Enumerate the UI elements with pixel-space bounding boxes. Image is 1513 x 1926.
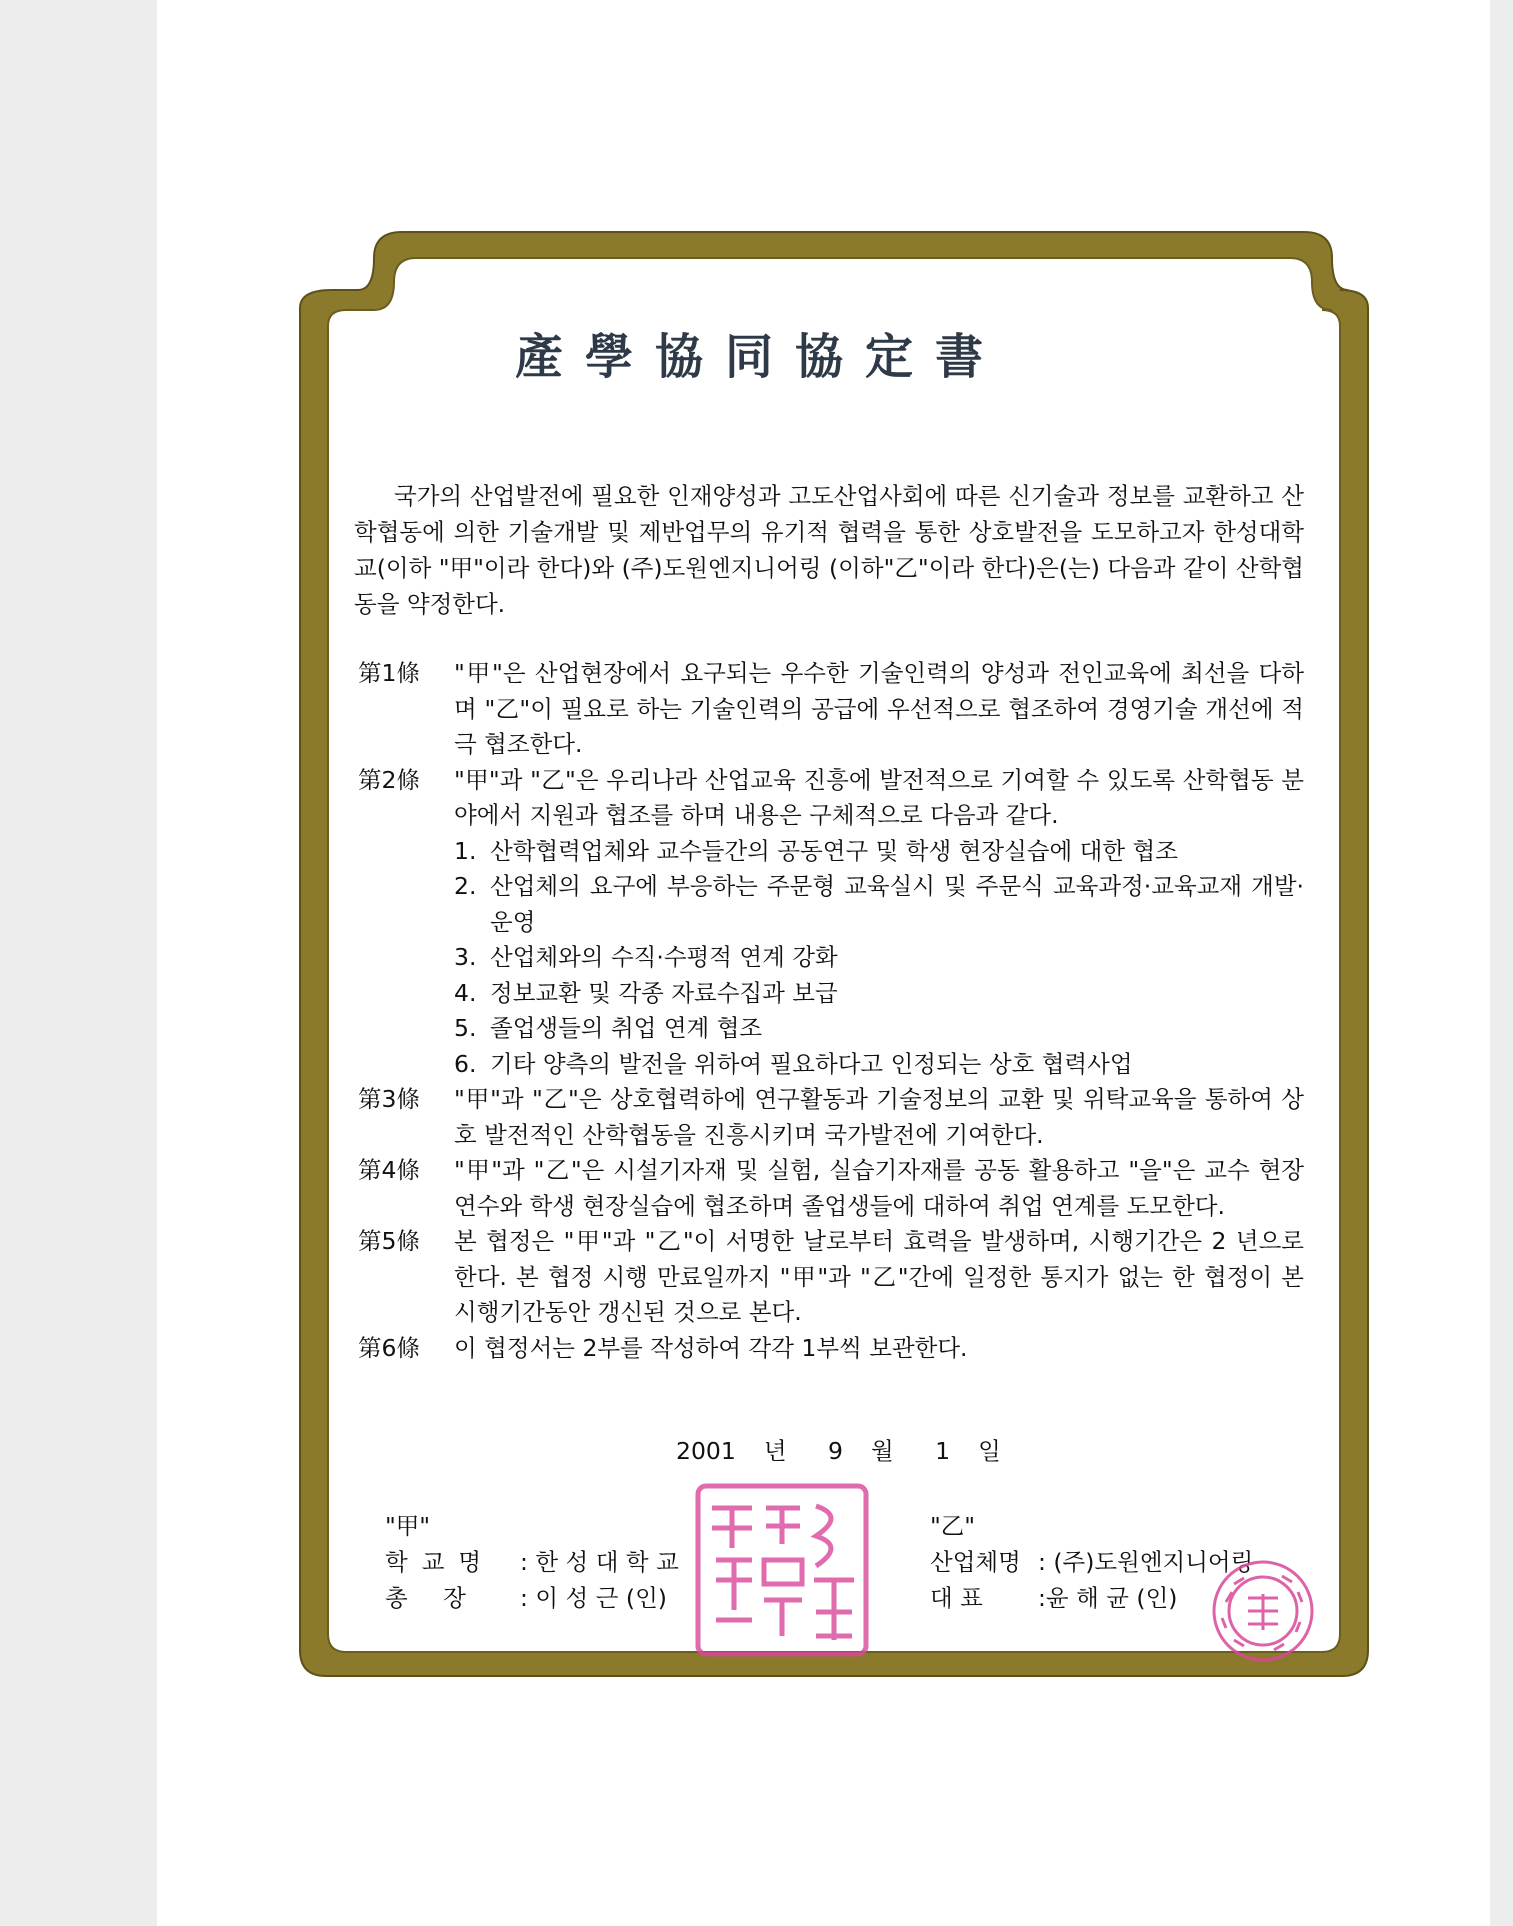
item-number: 1. [454, 836, 477, 865]
company-value: : (주)도원엔지니어링 [1038, 1548, 1254, 1576]
party-a-mark: "甲" [385, 1512, 431, 1540]
article-number: 第4條 [358, 1156, 420, 1184]
date-month: 9 [828, 1437, 843, 1465]
party-b-mark: "乙" [930, 1512, 976, 1540]
item-number: 5. [454, 1014, 477, 1042]
article-text: "甲"과 "乙"은 시설기자재 및 실험, 실습기자재를 공동 활용하고 "을"은 교수 현장연수와 학생 현장실습에 협조하며 졸업생들에 대하여 취업 연계를 도모한다. [454, 1156, 1304, 1220]
article-number: 第1條 [358, 659, 420, 687]
article-text: "甲"은 산업현장에서 요구되는 우수한 기술인력의 양성과 전인교육에 최선을 다하며 "乙"이 필요로 하는 기술인력의 공급에 우선적으로 협조하여 경영기술 개선에 적극 협조한다. [454, 659, 1304, 758]
company-seal-stamp [1210, 1558, 1316, 1664]
school-label: 학교명 [385, 1548, 496, 1576]
date-day: 1 [935, 1437, 951, 1465]
list-item [454, 1047, 1304, 1083]
representative-label: 대 표 [930, 1584, 983, 1612]
party-b-signature-block [930, 1508, 1253, 1616]
signing-date [676, 1432, 1029, 1466]
list-item [454, 869, 1304, 940]
party-a-signature-block [385, 1508, 679, 1616]
article-text: "甲"과 "乙"은 우리나라 산업교육 진흥에 발전적으로 기여할 수 있도록 산학협동 분야에서 지원과 협조를 하며 내용은 구체적으로 다음과 같다. [454, 765, 1304, 829]
article-number: 第5條 [358, 1227, 420, 1255]
article-2 [358, 763, 1304, 1083]
item-text: 졸업생들의 취업 연계 협조 [490, 1014, 763, 1042]
article-6 [358, 1331, 1304, 1367]
article-2-items [454, 834, 1304, 1083]
list-item [454, 1011, 1304, 1047]
article-number: 第2條 [358, 765, 420, 794]
school-value: : 한 성 대 학 교 [520, 1548, 679, 1576]
university-seal-stamp [692, 1480, 872, 1660]
preamble-paragraph: 국가의 산업발전에 필요한 인재양성과 고도산업사회에 따른 신기술과 정보를 교환하고 산학협동에 의한 기술개발 및 제반업무의 유기적 협력을 통한 상호발전을 도모하고자 한성대학교(이하 "甲"이라 한다)와 (주)도원엔지니어링 (이하"乙"이라 한다)은(는) 다음과 같이 산학협동을 약정한다. [354, 482, 1304, 618]
item-number: 6. [454, 1049, 477, 1078]
article-text: 본 협정은 "甲"과 "乙"이 서명한 날로부터 효력을 발생하며, 시행기간은 2 년으로 한다. 본 협정 시행 만료일까지 "甲"과 "乙"간에 일정한 통지가 없는 한 협정이 본 시행기간동안 갱신된 것으로 본다. [454, 1227, 1304, 1326]
article-4 [358, 1153, 1304, 1224]
date-year: 2001 [676, 1437, 736, 1465]
date-year-unit: 년 [763, 1437, 787, 1465]
item-number: 2. [454, 872, 477, 900]
item-text: 산학협력업체와 교수들간의 공동연구 및 학생 현장실습에 대한 협조 [490, 836, 1178, 865]
article-number: 第3條 [358, 1085, 420, 1113]
party-b-rep-row [930, 1580, 1253, 1616]
article-3 [358, 1082, 1304, 1153]
article-text: "甲"과 "乙"은 상호협력하에 연구활동과 기술정보의 교환 및 위탁교육을 통하여 상호 발전적인 산학협동을 진흥시키며 국가발전에 기여한다. [454, 1085, 1304, 1149]
item-text: 산업체의 요구에 부응하는 주문형 교육실시 및 주문식 교육과정·교육교재 개발·운영 [490, 872, 1304, 936]
list-item [454, 976, 1304, 1012]
item-number: 4. [454, 978, 477, 1007]
article-text: 이 협정서는 2부를 작성하여 각각 1부씩 보관한다. [454, 1333, 968, 1362]
list-item [454, 940, 1304, 976]
president-label: 총 장 [385, 1584, 480, 1612]
article-number: 第6條 [358, 1333, 420, 1362]
item-text: 기타 양측의 발전을 위하여 필요하다고 인정되는 상호 협력사업 [490, 1049, 1133, 1078]
item-text: 정보교환 및 각종 자료수집과 보급 [490, 978, 838, 1007]
article-1 [358, 656, 1304, 763]
party-a-school-row [385, 1544, 679, 1580]
party-a-president-row [385, 1580, 679, 1616]
document-title: 產學協同協定書 [514, 329, 1005, 385]
representative-value: :윤 해 균 (인) [1038, 1584, 1178, 1612]
list-item [454, 834, 1304, 870]
date-month-unit: 월 [870, 1437, 894, 1465]
party-b-company-row [930, 1544, 1253, 1580]
item-number: 3. [454, 943, 477, 971]
president-value: : 이 성 근 (인) [520, 1584, 667, 1612]
article-5 [358, 1224, 1304, 1331]
company-label: 산업체명 [930, 1548, 1021, 1576]
item-text: 산업체와의 수직·수평적 연계 강화 [490, 943, 838, 971]
date-day-unit: 일 [978, 1437, 1001, 1465]
articles-list [358, 656, 1304, 1366]
